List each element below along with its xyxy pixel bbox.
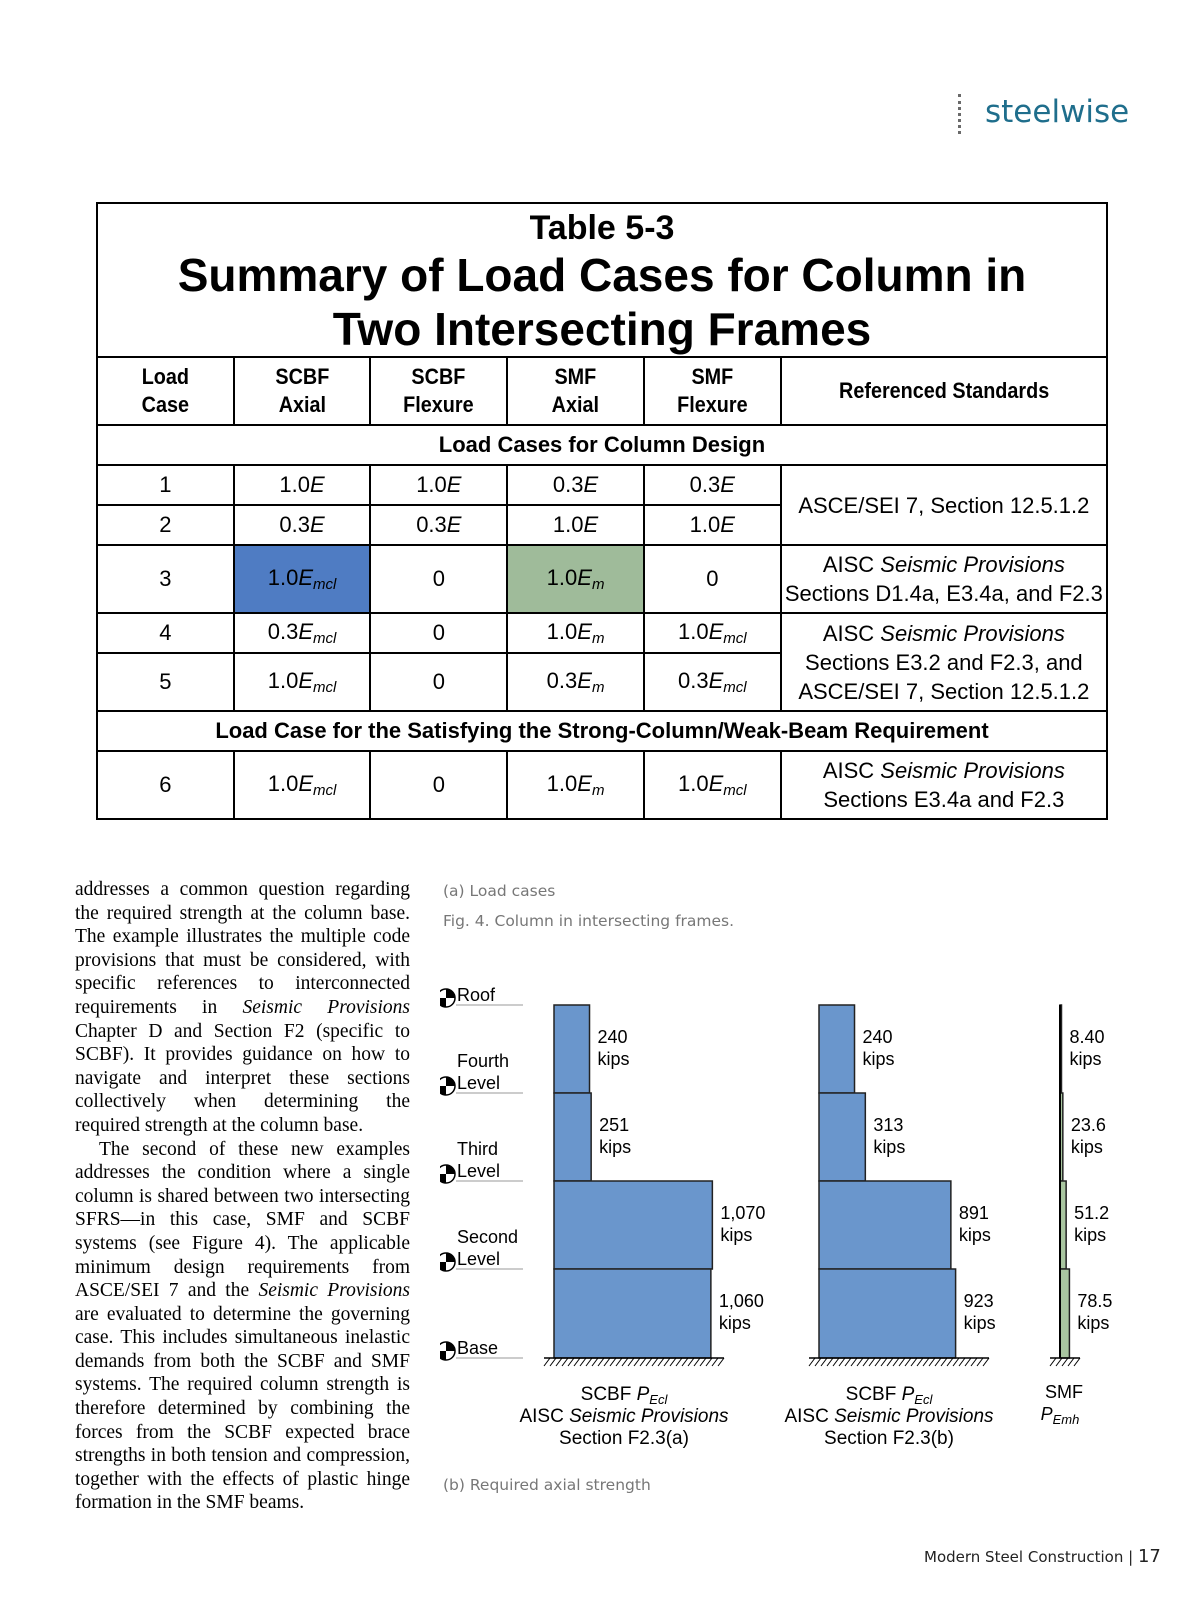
header-referenced-standards: Referenced Standards [797, 357, 1091, 425]
force-bar [819, 1181, 951, 1269]
level-marker-quadrant [446, 989, 455, 998]
ground-hatch [604, 1358, 610, 1366]
ground-hatch [851, 1358, 857, 1366]
ground-hatch [923, 1358, 929, 1366]
figure-caption: Fig. 4. Column in intersecting frames. [443, 912, 735, 930]
level-label: Second [457, 1227, 519, 1247]
ground-hatch [845, 1358, 851, 1366]
force-bar [819, 1269, 956, 1358]
value-cell: $0.3E_{mcl}$ [644, 653, 781, 711]
ground-hatch [658, 1358, 664, 1366]
force-bar [819, 1093, 865, 1181]
ground-hatch [718, 1358, 724, 1366]
diagram-caption-line2: AISC Seismic Provisions [784, 1406, 994, 1427]
standard-cell: AISC Seismic Provisions Sections D1.4a, E3.4a, and F2.3 [781, 545, 1107, 613]
value-cell: 0 [370, 613, 507, 653]
force-value-label: 240 [597, 1027, 628, 1047]
ground-hatch [893, 1358, 899, 1366]
value-cell: 1.0E [507, 505, 644, 545]
ground-hatch [682, 1358, 688, 1366]
value-cell: 0.3E [507, 465, 644, 505]
publication-title: Modern Steel Construction [924, 1548, 1124, 1566]
force-unit-label: kips [718, 1313, 751, 1333]
section-heading-scwb: Load Case for the Satisfying the Strong-Column/Weak-Beam Requirement [97, 711, 1107, 751]
force-value-label: 923 [963, 1291, 994, 1311]
highlighted-value-cell: $1.0E_m$ [507, 545, 644, 613]
force-unit-label: kips [1074, 1225, 1107, 1245]
value-cell: $1.0E_{mcl}$ [644, 751, 781, 819]
ground-hatch [857, 1358, 863, 1366]
header-scbf-flexure: SCBF Flexure [377, 357, 500, 425]
ground-hatch [706, 1358, 712, 1366]
table-row [97, 613, 1107, 653]
case-cell: 4 [97, 613, 234, 653]
table-header-row [97, 357, 1107, 425]
ground-hatch [935, 1358, 941, 1366]
ground-hatch [574, 1358, 580, 1366]
force-unit-label: kips [597, 1049, 630, 1069]
case-cell: 5 [97, 653, 234, 711]
ground-hatch [616, 1358, 622, 1366]
table-row [97, 465, 1107, 505]
ground-hatch [634, 1358, 640, 1366]
ground-hatch [592, 1358, 598, 1366]
ground-hatch [947, 1358, 953, 1366]
ground-hatch [550, 1358, 556, 1366]
value-cell: $0.3E_m$ [507, 653, 644, 711]
ground-hatch [809, 1358, 815, 1366]
case-cell: 3 [97, 545, 234, 613]
value-cell: 1.0E [370, 465, 507, 505]
ground-hatch [544, 1358, 550, 1366]
case-cell: 6 [97, 751, 234, 819]
force-value-label: 313 [873, 1115, 904, 1135]
ground-hatch [664, 1358, 670, 1366]
diagram-caption-line1: SCBF $P_{Ecl}$ [580, 1384, 668, 1407]
force-unit-label: kips [873, 1137, 906, 1157]
level-label: Roof [457, 985, 496, 1005]
value-cell: 0.3E [644, 465, 781, 505]
ground-hatch [941, 1358, 947, 1366]
force-unit-label: kips [1077, 1313, 1110, 1333]
paragraph: The second of these new examples addresses the condition where a single column is shared between two intersecting SFRS—in this case, SMF and SCBF systems (see Figure 4). The applicable minimum design requirements from ASCE/SEI 7 and the Seismic Provisions are evaluated to determine the governing case. This includes simultaneous inelastic demands from both the SCBF and SMF systems. The required column strength is therefore determined by combining the forces from the SCBF expected brace strengths in both tension and compression, together with the effects of plastic hinge formation in the SMF beams. [75, 1138, 410, 1514]
section-heading-design: Load Cases for Column Design [97, 425, 1107, 465]
value-cell: 0 [370, 545, 507, 613]
highlighted-value-cell: $1.0E_{mcl}$ [234, 545, 371, 613]
ground-hatch [586, 1358, 592, 1366]
value-cell: 1.0E [644, 505, 781, 545]
case-cell: 1 [97, 465, 234, 505]
ground-hatch [965, 1358, 971, 1366]
standard-cell: AISC Seismic Provisions Sections E3.4a and F2.3 [781, 751, 1107, 819]
ground-hatch [839, 1358, 845, 1366]
ground-hatch [953, 1358, 959, 1366]
diagram-caption-line1: SCBF $P_{Ecl}$ [845, 1384, 933, 1407]
load-cases-table [96, 202, 1108, 820]
ground-hatch [640, 1358, 646, 1366]
header-scbf-axial: SCBF Axial [241, 357, 364, 425]
level-label: Level [457, 1073, 501, 1093]
ground-hatch [628, 1358, 634, 1366]
table-number: Table 5-3 [529, 208, 675, 247]
force-value-label: 251 [599, 1115, 630, 1135]
force-value-label: 891 [958, 1203, 989, 1223]
table-title-cell [97, 203, 1107, 357]
diagram-caption-line2: $P_{Emh}$ [1040, 1404, 1080, 1427]
ground-hatch [670, 1358, 676, 1366]
force-bar [554, 1093, 591, 1181]
caption-required-strength: (b) Required axial strength [443, 1476, 651, 1494]
ground-hatch [610, 1358, 616, 1366]
level-label: Base [457, 1338, 499, 1358]
table-row [97, 545, 1107, 613]
table-title-line1: Summary of Load Cases for Column in [177, 248, 1027, 301]
ground-hatch [556, 1358, 562, 1366]
value-cell: $0.3E_{mcl}$ [234, 613, 371, 653]
ground-hatch [917, 1358, 923, 1366]
force-unit-label: kips [720, 1225, 753, 1245]
brand-divider [958, 94, 965, 134]
force-value-label: 240 [862, 1027, 893, 1047]
force-bar [819, 1005, 855, 1093]
ground-hatch [827, 1358, 833, 1366]
ground-hatch [899, 1358, 905, 1366]
ground-hatch [869, 1358, 875, 1366]
ground-hatch [646, 1358, 652, 1366]
ground-hatch [568, 1358, 574, 1366]
diagram-caption-line1: SMF [1045, 1382, 1083, 1402]
header-smf-axial: SMF Axial [514, 357, 637, 425]
ground-hatch [622, 1358, 628, 1366]
force-unit-label: kips [1070, 1137, 1103, 1157]
brand-logo: steelwise [985, 94, 1130, 130]
value-cell: $1.0E_{mcl}$ [234, 653, 371, 711]
force-value-label: 1,060 [718, 1291, 764, 1311]
diagram-caption-line3: Section F2.3(a) [559, 1428, 689, 1449]
ground-hatch [580, 1358, 586, 1366]
ground-hatch [971, 1358, 977, 1366]
ground-hatch [676, 1358, 682, 1366]
level-label: Fourth [457, 1051, 510, 1071]
ground-hatch [1056, 1358, 1062, 1366]
table-title-line2: Two Intersecting Frames [332, 302, 872, 355]
diagram-caption-line2: AISC Seismic Provisions [519, 1406, 729, 1427]
level-marker-quadrant [446, 1253, 455, 1262]
footer-separator: | [1123, 1548, 1138, 1566]
diagram-caption-line3: Section F2.3(b) [824, 1428, 954, 1449]
ground-hatch [688, 1358, 694, 1366]
ground-hatch [887, 1358, 893, 1366]
ground-hatch [712, 1358, 718, 1366]
ground-hatch [1050, 1358, 1056, 1366]
force-unit-label: kips [599, 1137, 632, 1157]
force-unit-label: kips [1069, 1049, 1102, 1069]
level-marker-quadrant [446, 1165, 455, 1174]
header-load-case: Load Case [104, 357, 227, 425]
value-cell: 0 [370, 751, 507, 819]
ground-hatch [815, 1358, 821, 1366]
value-cell: $1.0E_m$ [507, 751, 644, 819]
ground-hatch [1062, 1358, 1068, 1366]
level-marker-quadrant [446, 1342, 455, 1351]
force-unit-label: kips [963, 1313, 996, 1333]
table-row [97, 751, 1107, 819]
force-bar [1060, 1269, 1069, 1358]
ground-hatch [1068, 1358, 1074, 1366]
force-value-label: 51.2 [1074, 1203, 1110, 1223]
ground-hatch [700, 1358, 706, 1366]
body-text [75, 878, 410, 1515]
ground-hatch [833, 1358, 839, 1366]
required-axial-strength-figure [440, 960, 1140, 1480]
ground-hatch [821, 1358, 827, 1366]
value-cell: 0.3E [370, 505, 507, 545]
value-cell: $1.0E_{mcl}$ [644, 613, 781, 653]
value-cell: 0 [370, 653, 507, 711]
header-smf-flexure: SMF Flexure [651, 357, 774, 425]
level-marker-quadrant [446, 1077, 455, 1086]
case-cell: 2 [97, 505, 234, 545]
force-unit-label: kips [958, 1225, 991, 1245]
ground-hatch [881, 1358, 887, 1366]
standard-cell: AISC Seismic Provisions Sections E3.2 and F2.3, and ASCE/SEI 7, Section 12.5.1.2 [781, 613, 1107, 711]
ground-hatch [863, 1358, 869, 1366]
ground-hatch [911, 1358, 917, 1366]
force-value-label: 1,070 [720, 1203, 766, 1223]
standard-cell: ASCE/SEI 7, Section 12.5.1.2 [781, 465, 1107, 545]
force-unit-label: kips [862, 1049, 895, 1069]
page-footer [924, 1546, 1161, 1567]
force-bar [554, 1181, 712, 1269]
value-cell: 0 [644, 545, 781, 613]
ground-hatch [598, 1358, 604, 1366]
ground-hatch [562, 1358, 568, 1366]
value-cell: 0.3E [234, 505, 371, 545]
caption-load-cases: (a) Load cases [443, 882, 556, 900]
force-value-label: 78.5 [1077, 1291, 1113, 1311]
value-cell: $1.0E_m$ [507, 613, 644, 653]
ground-hatch [1074, 1358, 1080, 1366]
value-cell: $1.0E_{mcl}$ [234, 751, 371, 819]
ground-hatch [905, 1358, 911, 1366]
force-value-label: 8.40 [1069, 1027, 1105, 1047]
ground-hatch [977, 1358, 983, 1366]
paragraph: addresses a common question regarding the required strength at the column base. The example illustrates the multiple code provisions that must be considered, with specific references to interconnected requirements in Seismic Provisions Chapter D and Section F2 (specific to SCBF). It provides guidance on how to navigate and interpret these sections collectively when determining the required strength at the column base. [75, 879, 411, 1136]
force-value-label: 23.6 [1070, 1115, 1106, 1135]
force-bar [554, 1269, 711, 1358]
ground-hatch [875, 1358, 881, 1366]
value-cell: 1.0E [234, 465, 371, 505]
ground-hatch [959, 1358, 965, 1366]
page-number: 17 [1137, 1546, 1161, 1567]
ground-hatch [983, 1358, 989, 1366]
level-label: Third [457, 1139, 499, 1159]
level-label: Level [457, 1249, 501, 1269]
force-bar [554, 1005, 590, 1093]
ground-hatch [929, 1358, 935, 1366]
level-label: Level [457, 1161, 501, 1181]
ground-hatch [694, 1358, 700, 1366]
ground-hatch [652, 1358, 658, 1366]
